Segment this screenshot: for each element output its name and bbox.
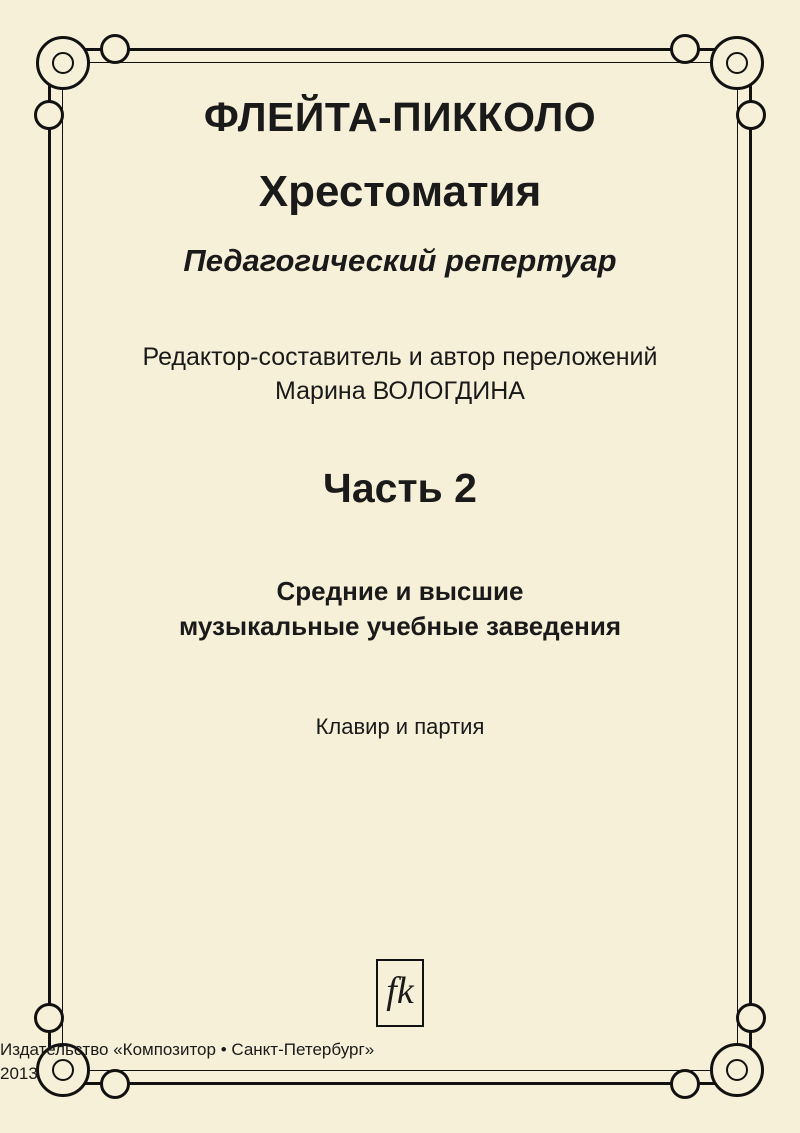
publisher-logo-wrap <box>0 959 800 1027</box>
book-title: Хрестоматия <box>258 167 542 216</box>
frame-bump-top-left-icon <box>100 34 130 64</box>
editor-name: Марина ВОЛОГДИНА <box>275 376 525 405</box>
edition-format: Клавир и партия <box>315 713 485 739</box>
publisher-name: Издательство «Композитор • Санкт-Петербург» <box>0 1039 375 1059</box>
education-level-line2: музыкальные учебные заведения <box>179 610 621 641</box>
corner-curl-top-left-icon <box>36 36 90 90</box>
publisher-imprint <box>0 1038 800 1087</box>
editor-credit <box>100 341 700 409</box>
book-subtitle: Педагогический репертуар <box>183 243 617 278</box>
cover-content <box>100 86 700 1047</box>
corner-curl-top-right-icon <box>710 36 764 90</box>
education-level <box>100 574 700 644</box>
education-level-line1: Средние и высшие <box>276 575 524 606</box>
frame-bump-left-top-icon <box>34 100 64 130</box>
volume-part: Часть 2 <box>323 464 477 511</box>
frame-bump-top-right-icon <box>670 34 700 64</box>
publisher-logo-icon: fk <box>376 959 424 1027</box>
frame-bump-right-top-icon <box>736 100 766 130</box>
instrument-title: ФЛЕЙТА-ПИККОЛО <box>203 94 597 140</box>
publication-year: 2013 <box>0 1064 38 1084</box>
editor-role: Редактор-составитель и автор переложений <box>142 343 658 371</box>
